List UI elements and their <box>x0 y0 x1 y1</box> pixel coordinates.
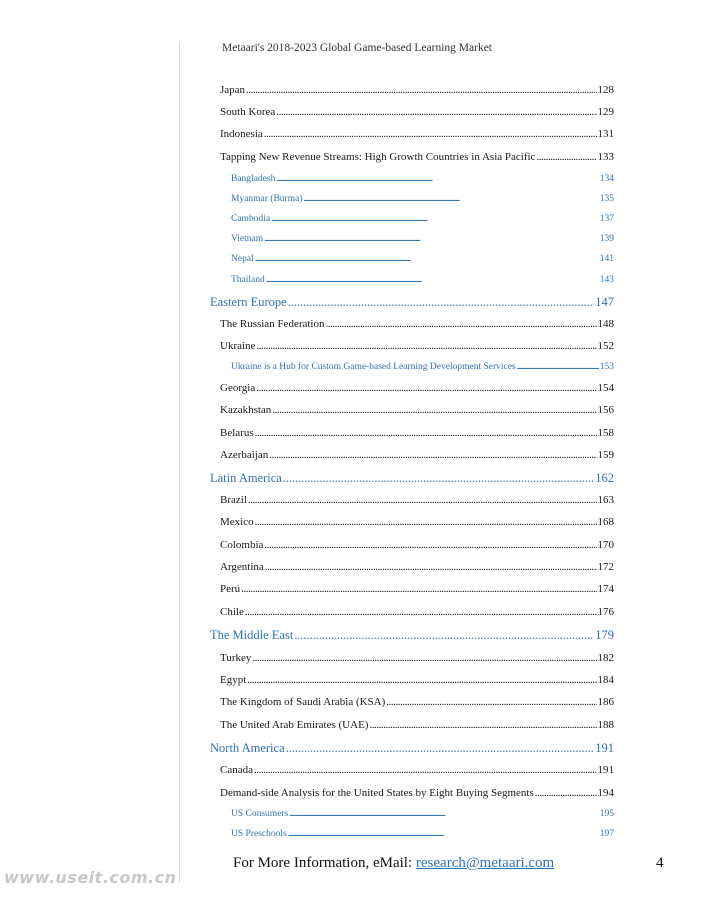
toc-entry-page: 128 <box>597 84 614 96</box>
toc-entry-page: 141 <box>599 254 614 264</box>
toc-entry[interactable] <box>220 151 614 163</box>
toc-entry-title: Ukraine is a Hub for Custom Game-based Learning Development Services <box>231 362 516 372</box>
toc-entry-page: 152 <box>597 340 614 352</box>
toc-entry[interactable] <box>220 583 614 595</box>
page-number: 4 <box>656 855 664 871</box>
toc-entry-title: North America <box>210 741 285 755</box>
toc-entry-page: 188 <box>597 719 614 731</box>
toc-entry[interactable] <box>220 404 614 416</box>
toc-entry-page: 135 <box>599 194 614 204</box>
toc-entry[interactable] <box>231 254 614 264</box>
toc-entry-page: 147 <box>595 295 614 309</box>
toc-entry[interactable] <box>210 741 614 756</box>
toc-entry-page: 129 <box>597 106 614 118</box>
toc-entry[interactable] <box>220 561 614 573</box>
toc-entry[interactable] <box>220 449 614 461</box>
toc-entry-title: Cambodia <box>231 214 271 224</box>
toc-entry-page: 184 <box>597 674 614 686</box>
toc-entry[interactable] <box>231 214 614 224</box>
toc-entry-page: 172 <box>597 561 614 573</box>
toc-entry-title: Japan <box>220 84 246 96</box>
toc-entry-title: Mexico <box>220 516 254 528</box>
toc-entry-page: 170 <box>597 539 614 551</box>
toc-entry-page: 131 <box>597 128 614 140</box>
toc-entry-title: Perú <box>220 583 241 595</box>
toc-entry-title: Indonesia <box>220 128 263 140</box>
toc-entry-title: The United Arab Emirates (UAE) <box>220 719 369 731</box>
toc-entry-title: Thailand <box>231 275 265 285</box>
toc-entry-page: 162 <box>595 471 614 485</box>
toc-entry-page: 137 <box>599 214 614 224</box>
margin-rule <box>179 42 180 882</box>
toc-entry-title: South Korea <box>220 106 276 118</box>
toc-entry-title: Demand-side Analysis for the United States by Eight Buying Segments <box>220 787 534 799</box>
toc-leader-dots <box>266 275 599 285</box>
toc-entry-page: 195 <box>599 809 614 819</box>
toc-entry[interactable] <box>220 696 614 708</box>
watermark: www.useit.com.cn <box>4 868 177 887</box>
toc-entry-page: 143 <box>599 275 614 285</box>
toc-entry[interactable] <box>220 494 614 506</box>
toc-entry-page: 133 <box>597 151 614 163</box>
toc-entry-page: 186 <box>597 696 614 708</box>
toc-entry[interactable] <box>220 427 614 439</box>
footer-prefix: For More Information, eMail: <box>233 855 416 871</box>
toc-leader-dots <box>255 254 599 264</box>
toc-leader-dots <box>254 764 597 776</box>
toc-leader-dots <box>288 295 595 310</box>
toc-leader-dots <box>255 427 597 439</box>
toc-leader-dots <box>269 449 596 461</box>
toc-entry-page: 182 <box>597 652 614 664</box>
toc-entry-page: 159 <box>597 449 614 461</box>
toc-entry[interactable] <box>231 275 614 285</box>
toc-leader-dots <box>288 829 599 839</box>
toc-entry-page: 139 <box>599 234 614 244</box>
toc-entry[interactable] <box>220 84 614 96</box>
toc-leader-dots <box>272 404 596 416</box>
toc-entry-page: 148 <box>597 318 614 330</box>
page-header: Metaari's 2018-2023 Global Game-based Learning Market <box>222 42 492 54</box>
toc-entry-page: 174 <box>597 583 614 595</box>
toc-entry[interactable] <box>231 809 614 819</box>
toc-entry-title: US Consumers <box>231 809 289 819</box>
toc-leader-dots <box>325 318 596 330</box>
toc-leader-dots <box>276 174 598 184</box>
toc-entry-title: Brazil <box>220 494 247 506</box>
toc-leader-dots <box>517 362 599 372</box>
toc-entry-title: Belarus <box>220 427 254 439</box>
toc-entry-title: Nepal <box>231 254 254 264</box>
toc-entry-page: 158 <box>597 427 614 439</box>
toc-entry-page: 176 <box>597 606 614 618</box>
email-link[interactable]: research@metaari.com <box>415 855 555 871</box>
toc-entry[interactable] <box>231 362 614 372</box>
toc-entry[interactable] <box>220 516 614 528</box>
toc-entry-title: Colombia <box>220 539 264 551</box>
toc-entry-title: US Preschools <box>231 829 287 839</box>
toc-leader-dots <box>264 128 597 140</box>
toc-entry[interactable] <box>210 471 614 486</box>
toc-entry-title: Bangladesh <box>231 174 276 184</box>
toc-leader-dots <box>256 340 596 352</box>
toc-entry-page: 168 <box>597 516 614 528</box>
toc-entry-title: Myanmar (Burma) <box>231 194 303 204</box>
toc-leader-dots <box>535 787 597 799</box>
toc-entry-title: Argentina <box>220 561 264 573</box>
page-footer <box>233 855 554 872</box>
toc-entry-title: The Middle East <box>210 628 294 642</box>
toc-entry-title: Canada <box>220 764 253 776</box>
toc-leader-dots <box>304 194 599 204</box>
toc-entry[interactable] <box>220 382 614 394</box>
toc-entry[interactable] <box>231 234 614 244</box>
toc-leader-dots <box>294 628 594 643</box>
toc-entry-title: Chile <box>220 606 244 618</box>
toc-leader-dots <box>286 741 595 756</box>
toc-entry-title: Eastern Europe <box>210 295 287 309</box>
toc-entry[interactable] <box>231 174 614 184</box>
toc-leader-dots <box>248 494 597 506</box>
toc-leader-dots <box>255 516 597 528</box>
toc-entry[interactable] <box>220 787 614 799</box>
toc-entry-page: 197 <box>599 829 614 839</box>
toc-leader-dots <box>264 539 596 551</box>
toc-leader-dots <box>245 606 597 618</box>
toc-entry[interactable] <box>220 340 614 352</box>
toc-leader-dots <box>241 583 596 595</box>
toc-leader-dots <box>264 234 599 244</box>
toc-entry-title: Turkey <box>220 652 252 664</box>
toc-entry-page: 134 <box>599 174 614 184</box>
toc-entry[interactable] <box>210 628 614 643</box>
toc-leader-dots <box>256 382 596 394</box>
toc-entry-page: 191 <box>597 764 614 776</box>
toc-entry-title: The Russian Federation <box>220 318 325 330</box>
toc-entry[interactable] <box>220 128 614 140</box>
toc-leader-dots <box>386 696 596 708</box>
toc-leader-dots <box>252 652 596 664</box>
toc-leader-dots <box>283 471 594 486</box>
toc-entry-page: 153 <box>599 362 614 372</box>
toc-entry[interactable] <box>220 539 614 551</box>
toc-entry[interactable] <box>220 606 614 618</box>
toc-entry[interactable] <box>231 194 614 204</box>
toc-entry-title: Georgia <box>220 382 256 394</box>
toc-entry-title: Egypt <box>220 674 247 686</box>
toc-entry[interactable] <box>220 719 614 731</box>
toc-entry[interactable] <box>220 652 614 664</box>
toc-entry-title: Kazakhstan <box>220 404 272 416</box>
toc-entry-page: 191 <box>595 741 614 755</box>
toc-entry-title: Vietnam <box>231 234 264 244</box>
toc-leader-dots <box>247 674 596 686</box>
toc-leader-dots <box>369 719 596 731</box>
toc-leader-dots <box>265 561 597 573</box>
toc-entry-title: Ukraine <box>220 340 256 352</box>
toc-leader-dots <box>289 809 598 819</box>
toc-entry-title: Azerbaijan <box>220 449 269 461</box>
toc-entry-page: 194 <box>597 787 614 799</box>
toc-entry[interactable] <box>220 674 614 686</box>
toc-entry-title: Latin America <box>210 471 282 485</box>
toc-entry[interactable] <box>220 318 614 330</box>
toc-leader-dots <box>536 151 596 163</box>
toc-entry-page: 179 <box>595 628 614 642</box>
toc-entry-page: 156 <box>597 404 614 416</box>
toc-leader-dots <box>276 106 596 118</box>
toc-leader-dots <box>271 214 599 224</box>
toc-entry[interactable] <box>210 295 614 310</box>
toc-entry[interactable] <box>220 106 614 118</box>
toc-leader-dots <box>246 84 596 96</box>
toc-entry-page: 163 <box>597 494 614 506</box>
toc-entry-title: The Kingdom of Saudi Arabia (KSA) <box>220 696 386 708</box>
toc-entry[interactable] <box>231 829 614 839</box>
toc-entry[interactable] <box>220 764 614 776</box>
toc-entry-title: Tapping New Revenue Streams: High Growth Countries in Asia Pacific <box>220 151 536 163</box>
toc-entry-page: 154 <box>597 382 614 394</box>
